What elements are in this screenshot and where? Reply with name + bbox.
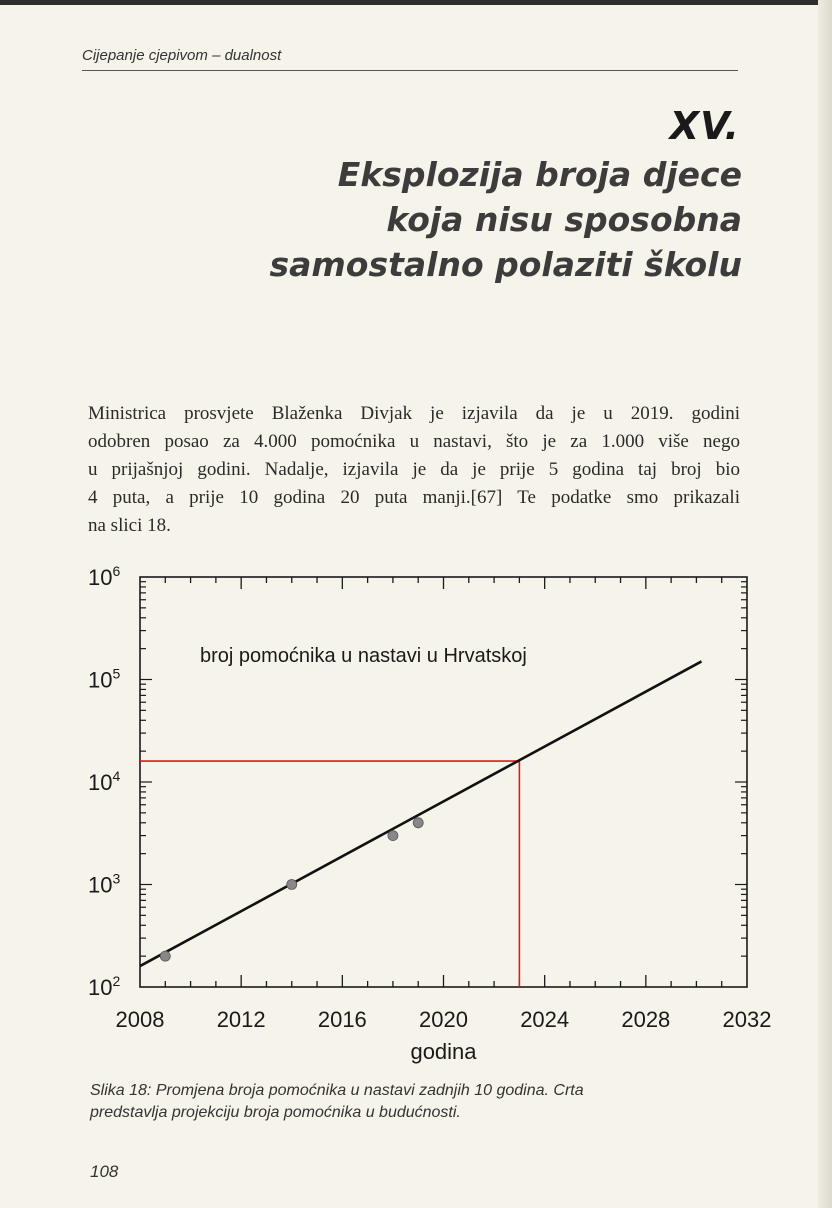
x-tick-label: 2024 (520, 1007, 570, 1032)
data-point (287, 880, 297, 890)
chart-layer (88, 563, 771, 1064)
y-tick-label: $10^6$ (88, 563, 121, 590)
chapter-title-line: Eksplozija broja djece (337, 155, 742, 194)
caption-line: Slika 18: Promjena broja pomoćnika u nastavi zadnjih 10 godina. Crta (90, 1082, 584, 1099)
trend-line (140, 661, 701, 966)
x-tick-label: 2032 (722, 1007, 772, 1032)
running-head: Cijepanje cjepivom – dualnost (82, 47, 282, 64)
body-line: na slici 18. (88, 515, 171, 536)
chapter-title-line: samostalno polaziti školu (269, 245, 742, 284)
x-axis-label: godina (410, 1039, 477, 1064)
x-tick-label: 2008 (115, 1007, 165, 1032)
y-tick-label: $10^2$ (88, 973, 121, 1000)
body-line: odobren posao za 4.000 pomoćnika u nastavi, što je za 1.000 više nego (88, 431, 740, 452)
x-tick-label: 2028 (621, 1007, 671, 1032)
y-tick-label: $10^4$ (88, 768, 121, 795)
plot-frame (140, 577, 747, 987)
page-number: 108 (90, 1162, 119, 1181)
body-line: 4 puta, a prije 10 godina 20 puta manji.[67] Te podatke smo prikazali (88, 487, 740, 508)
data-point (413, 818, 423, 828)
data-point (160, 951, 170, 961)
y-tick-label: $10^5$ (88, 665, 121, 693)
figure-caption (90, 1080, 730, 1124)
x-tick-label: 2012 (216, 1007, 266, 1032)
chapter-title-line: koja nisu sposobna (386, 200, 742, 239)
caption-line: predstavlja projekciju broja pomoćnika u budućnosti. (90, 1104, 461, 1121)
chart-title: broj pomoćnika u nastavi u Hrvatskoj (200, 645, 527, 667)
chapter-number: XV. (669, 104, 740, 148)
body-line: Ministrica prosvjete Blaženka Divjak je izjavila da je u 2019. godini (88, 403, 740, 424)
x-tick-label: 2016 (317, 1007, 367, 1032)
data-point (388, 831, 398, 841)
x-tick-label: 2020 (419, 1007, 468, 1032)
y-tick-label: $10^3$ (88, 870, 121, 898)
body-line: u prijašnjoj godini. Nadalje, izjavila je da je prije 5 godina taj broj bio (88, 459, 740, 480)
